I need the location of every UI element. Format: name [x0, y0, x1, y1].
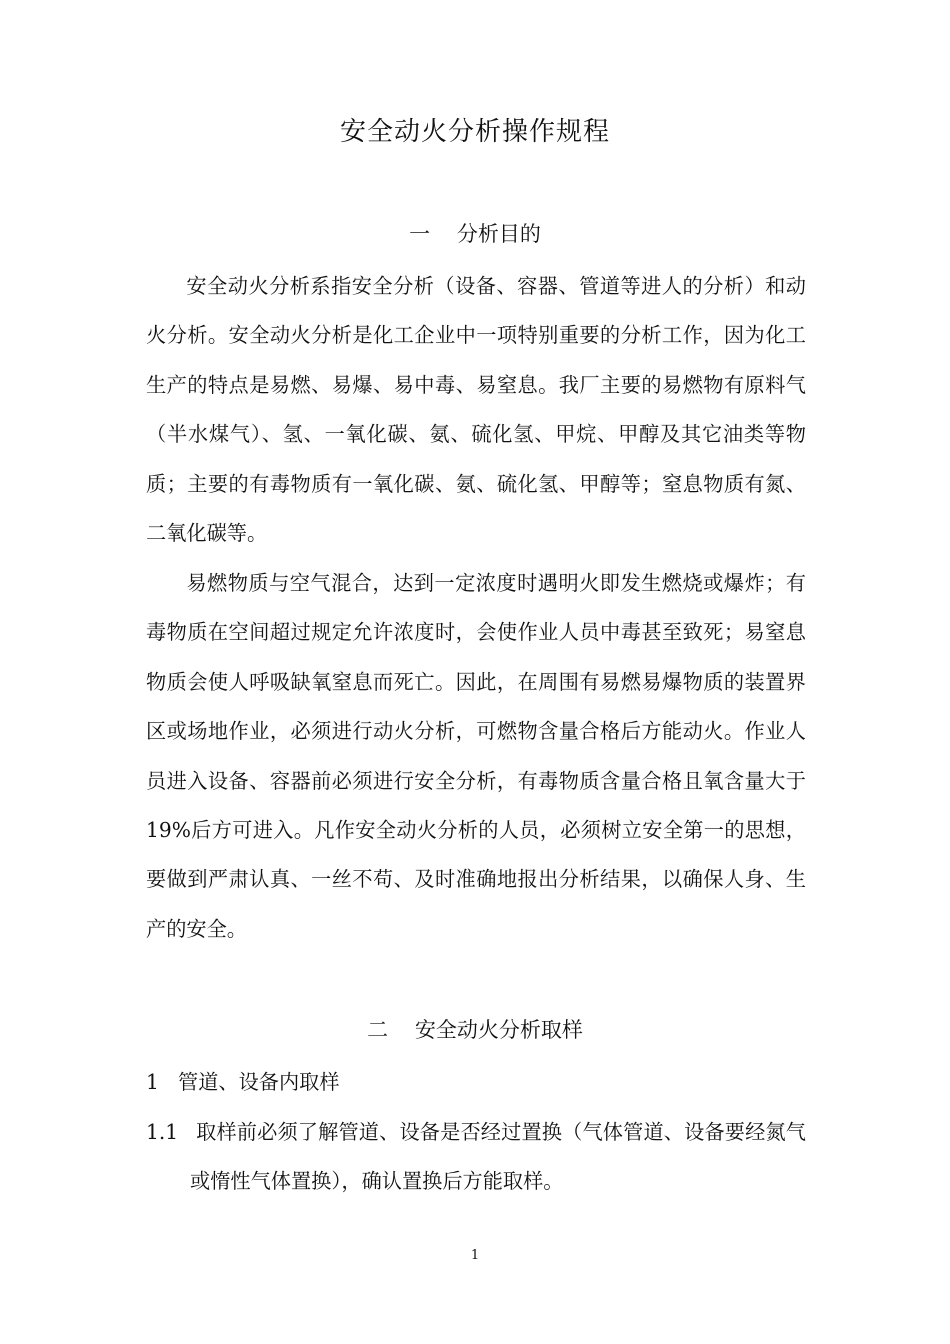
section-1-number: 一	[409, 222, 431, 246]
section-2-item-1-1	[146, 1108, 806, 1207]
item-1-text: 管道、设备内取样	[178, 1070, 340, 1094]
section-1-paragraph-1: 安全动火分析系指安全分析（设备、容器、管道等进人的分析）和动火分析。安全动火分析是化工企业中一项特别重要的分析工作，因为化工生产的特点是易燃、易爆、易中毒、易窒息。我厂主要的易燃物有原料气（半水煤气）、氢、一氧化碳、氨、硫化氢、甲烷、甲醇及其它油类等物质；主要的有毒物质有一氧化碳、氨、硫化氢、甲醇等；窒息物质有氮、二氧化碳等。	[146, 274, 806, 546]
page-number: 1	[470, 1248, 480, 1263]
section-2-number: 二	[367, 1018, 389, 1042]
section-2-heading	[0, 1014, 950, 1046]
section-2-item-1	[146, 1058, 806, 1107]
section-1-heading	[0, 218, 950, 250]
section-1-title: 分析目的	[456, 222, 541, 246]
item-1-number: 1	[146, 1070, 159, 1094]
document-title: 安全动火分析操作规程	[339, 117, 610, 147]
section-2-title: 安全动火分析取样	[414, 1018, 583, 1042]
section-1-paragraph-2: 易燃物质与空气混合，达到一定浓度时遇明火即发生燃烧或爆炸；有毒物质在空间超过规定允许浓度时，会使作业人员中毒甚至致死；易窒息物质会使人呼吸缺氧窒息而死亡。因此，在周围有易燃易爆物质的装置界区或场地作业，必须进行动火分析，可燃物含量合格后方能动火。作业人员进入设备、容器前必须进行安全分析，有毒物质含量合格且氧含量大于 19%后方可进入。凡作安全动火分析的人员，必须树立安全第一的思想，要做到严肃认真、一丝不苟、及时准确地报出分析结果，以确保人身、生产的安全。	[146, 571, 806, 941]
item-1-1-text: 取样前必须了解管道、设备是否经过置换（气体管道、设备要经氮气或惰性气体置换），确认置换后方能取样。	[190, 1120, 806, 1194]
item-1-1-number: 1.1	[146, 1120, 179, 1144]
